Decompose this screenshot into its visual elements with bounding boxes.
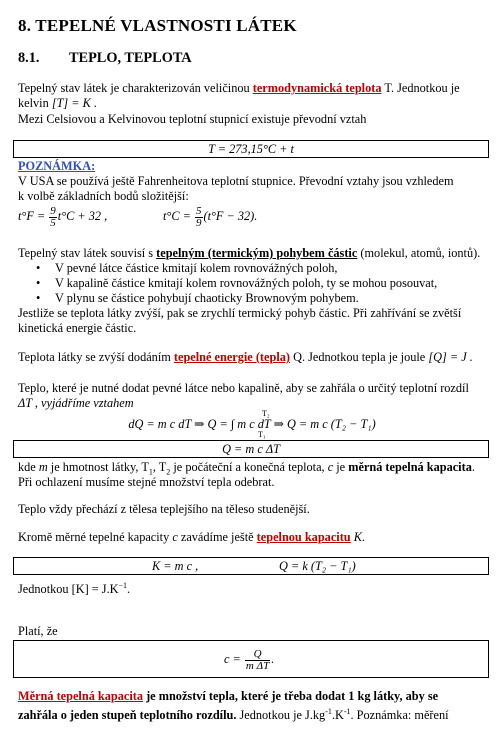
term-specific-heat-capacity: Měrná tepelná kapacita (18, 689, 144, 703)
text: je (333, 460, 349, 474)
text: . (471, 460, 475, 474)
unit-heat-capacity (18, 578, 130, 597)
formula-box-specific-heat (13, 640, 489, 678)
chapter-title: 8. TEPELNÉ VLASTNOSTI LÁTEK (18, 16, 297, 35)
paragraph-kelvin (18, 96, 97, 111)
formula-left: K = m c , (152, 559, 199, 573)
note-line-1: V USA se používá ještě Fahrenheitova teplotní stupnice. Převodní vztahy jsou vzhledem (18, 174, 454, 188)
formula: T = 273,15°C + t (208, 142, 294, 156)
paragraph-line: Jestliže se teplota látky zvýší, pak se zrychlí termický pohyb částic. Při zahřívání se zvětší (18, 306, 462, 320)
term-heat-energy: tepelné energie (tepla) (173, 350, 290, 364)
denominator: 5 (50, 216, 56, 229)
paragraph-line: Teplo, které je nutné dodat pevné látce nebo kapalině, aby se zahřála o určitý teplotní rozdíl (18, 381, 469, 395)
var: c (172, 530, 178, 544)
denominator: m ΔT (245, 659, 270, 672)
var: c (327, 460, 334, 474)
formula-box-capacity (13, 557, 489, 575)
subscript: 1 (148, 467, 153, 477)
integral-lower-limit: T₁ (258, 430, 266, 439)
paragraph-definition-line-2 (18, 704, 449, 723)
text: Tepelný stav látek souvisí s (18, 246, 157, 260)
text: zahřála o jeden stupeň teplotního rozdílu. (18, 708, 237, 723)
superscript: -1 (325, 707, 332, 716)
section-heading (18, 50, 192, 66)
formula-box-heat (13, 440, 489, 458)
paragraph-line: kinetická energie částic. (18, 321, 137, 335)
var: K (353, 530, 362, 544)
paragraph-definition-line-1 (18, 689, 438, 704)
formula-box-kelvin (13, 140, 489, 158)
paragraph-plati: Platí, že (18, 624, 58, 638)
text: Tepelný stav látek je charakterizován veličinou (18, 81, 253, 95)
text: , T (152, 460, 167, 474)
paragraph-heat (18, 350, 473, 365)
text: T. Jednotkou je (381, 81, 460, 95)
list-item-text: V pevné látce částice kmitají kolem rovnovážných poloh, (55, 261, 338, 275)
term-specific-heat: měrná tepelná kapacita (348, 460, 472, 474)
numerator: Q (245, 649, 270, 661)
var: m (38, 460, 48, 474)
paragraph-temperature (18, 81, 460, 96)
paragraph-heat-capacity (18, 530, 365, 545)
fraction (49, 206, 57, 229)
text: Kromě měrné tepelné kapacity (18, 530, 173, 544)
text: zavádíme ještě (177, 530, 257, 544)
text: . (361, 530, 365, 544)
denominator: 9 (196, 216, 202, 229)
term-thermodynamic-temperature: termodynamická teplota (252, 81, 382, 95)
text: je hmotnost látky, T (47, 460, 149, 474)
formula-heat-integral: dQ = m c dT ⇒ Q = ∫ m c dT ⇒ Q = m c (T₂ − T₁) (128, 417, 376, 431)
integral-upper-limit: T₂ (262, 409, 270, 418)
text: (molekul, atomů, iontů). (357, 246, 481, 260)
section-number: 8.1. (18, 50, 40, 66)
text: t°F = (18, 209, 46, 223)
section-title: TEPLO, TEPLOTA (69, 50, 192, 66)
text: Jednotkou (18, 582, 72, 597)
paragraph-heat-flow: Teplo vždy přechází z tělesa teplejšího na těleso studenější. (18, 502, 310, 516)
text: . (127, 582, 131, 597)
text: Jednotkou je J.kg (236, 708, 326, 723)
text: je množství tepla, které je třeba dodat 1 kg látky, aby se (143, 689, 439, 703)
unit-formula: [T] = K . (51, 96, 98, 110)
text: c = (224, 652, 241, 666)
subscript: 2 (166, 467, 171, 477)
text: . Poznámka: měření (350, 708, 449, 723)
paragraph-conversion: Mezi Celsiovou a Kelvinovou teplotní stupnicí existuje převodní vztah (18, 112, 367, 126)
unit: [K] = J.K (71, 582, 119, 597)
paragraph-line: Při ochlazení musíme stejné množství tepla odebrat. (18, 475, 275, 489)
text: kelvin (18, 96, 52, 110)
text: kde (18, 460, 39, 474)
numerator: 9 (50, 204, 56, 217)
formula-celsius (163, 204, 257, 229)
paragraph-line: ΔT , vyjádříme vztahem (18, 396, 134, 410)
term-thermal-motion: tepelným (termickým) pohybem částic (156, 246, 358, 260)
numerator: 5 (196, 204, 202, 217)
formula: Q = m c ΔT (222, 442, 280, 456)
unit-formula: [Q] = J . (428, 350, 473, 364)
text: t°C = (163, 209, 191, 223)
text: .K (331, 708, 344, 723)
note-line-2: k volbě základních bodů složitější: (18, 189, 189, 203)
text: je počáteční a konečná teplota, (170, 460, 328, 474)
superscript: −1 (118, 581, 128, 590)
list-item-text: V plynu se částice pohybují chaoticky Brownovým pohybem. (55, 291, 359, 305)
paragraph-thermal-motion (18, 246, 480, 261)
text: . (271, 652, 275, 666)
note-label: POZNÁMKA: (18, 159, 96, 173)
list-item-text: V kapalině částice kmitají kolem rovnovážných poloh, ty se mohou posouvat, (55, 276, 438, 290)
term-heat-capacity: tepelnou kapacitu (256, 530, 351, 544)
fraction (195, 206, 203, 229)
text: t°C + 32 , (57, 209, 108, 223)
text: (t°F − 32). (203, 209, 258, 223)
text: Teplota látky se zvýší dodáním (18, 350, 174, 364)
fraction (245, 649, 270, 672)
formula (224, 645, 274, 673)
text: Q. Jednotkou tepla je joule (290, 350, 429, 364)
superscript: -1 (343, 707, 351, 716)
formula-right: Q = k (T₂ − T₁) (279, 559, 356, 573)
formula-fahrenheit (18, 204, 107, 229)
